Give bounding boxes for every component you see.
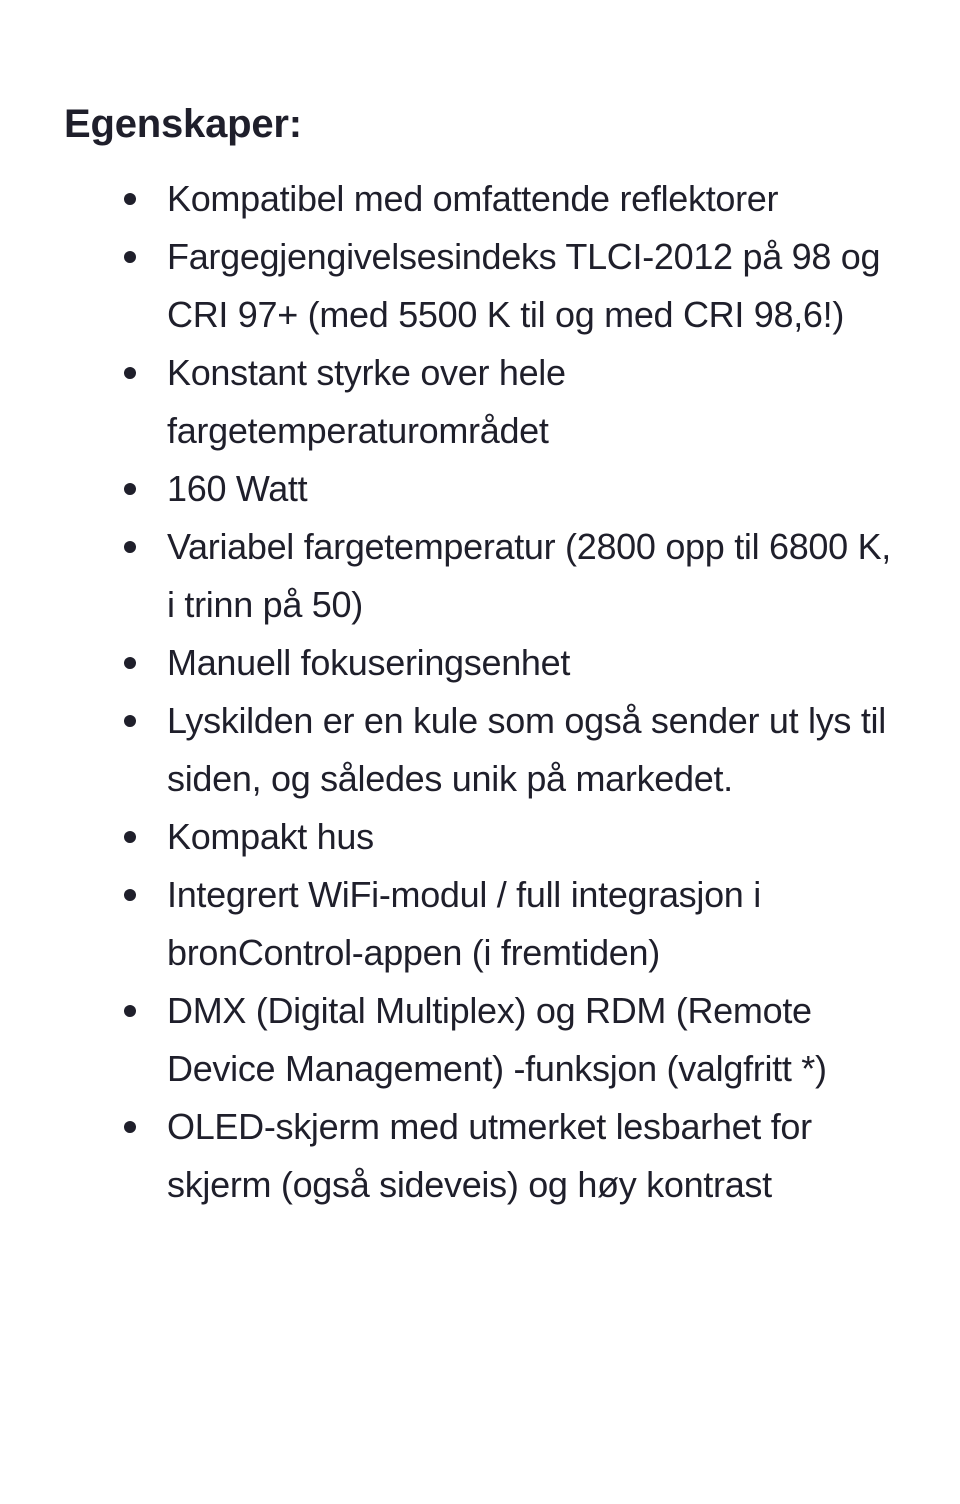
bullet-icon xyxy=(124,193,136,205)
bullet-icon xyxy=(124,367,136,379)
list-item-text: Fargegjengivelsesindeks TLCI-2012 på 98 og CRI 97+ (med 5500 K til og med CRI 98,6!) xyxy=(167,236,881,335)
list-item xyxy=(64,692,904,808)
list-item xyxy=(64,866,904,982)
bullet-icon xyxy=(124,1005,136,1017)
bullet-icon xyxy=(124,657,136,669)
list-item xyxy=(64,982,904,1098)
bullet-icon xyxy=(124,541,136,553)
list-item-text: OLED-skjerm med utmerket lesbarhet for skjerm (også sideveis) og høy kontrast xyxy=(167,1106,812,1205)
list-item xyxy=(64,1098,904,1214)
feature-section xyxy=(64,96,904,1214)
bullet-icon xyxy=(124,889,136,901)
list-item xyxy=(64,228,904,344)
list-item xyxy=(64,344,904,460)
list-item xyxy=(64,808,904,866)
bullet-icon xyxy=(124,715,136,727)
list-item-text: 160 Watt xyxy=(167,468,308,509)
list-item-text: Manuell fokuseringsenhet xyxy=(167,642,571,683)
list-item-text: Variabel fargetemperatur (2800 opp til 6800 K, i trinn på 50) xyxy=(167,526,891,625)
list-item xyxy=(64,460,904,518)
bullet-icon xyxy=(124,831,136,843)
list-item-text: Konstant styrke over hele fargetemperaturområdet xyxy=(167,352,566,451)
feature-list xyxy=(64,170,904,1214)
section-heading: Egenskaper: xyxy=(64,102,302,146)
list-item-text: Lyskilden er en kule som også sender ut lys til siden, og således unik på markedet. xyxy=(167,700,886,799)
list-item-text: Kompatibel med omfattende reflektorer xyxy=(167,178,779,219)
bullet-icon xyxy=(124,251,136,263)
bullet-icon xyxy=(124,1121,136,1133)
list-item xyxy=(64,170,904,228)
list-item-text: Kompakt hus xyxy=(167,816,374,857)
list-item xyxy=(64,518,904,634)
list-item-text: DMX (Digital Multiplex) og RDM (Remote Device Management) -funksjon (valgfritt *) xyxy=(167,990,827,1089)
bullet-icon xyxy=(124,483,136,495)
list-item-text: Integrert WiFi-modul / full integrasjon i bronControl-appen (i fremtiden) xyxy=(167,874,761,973)
list-item xyxy=(64,634,904,692)
